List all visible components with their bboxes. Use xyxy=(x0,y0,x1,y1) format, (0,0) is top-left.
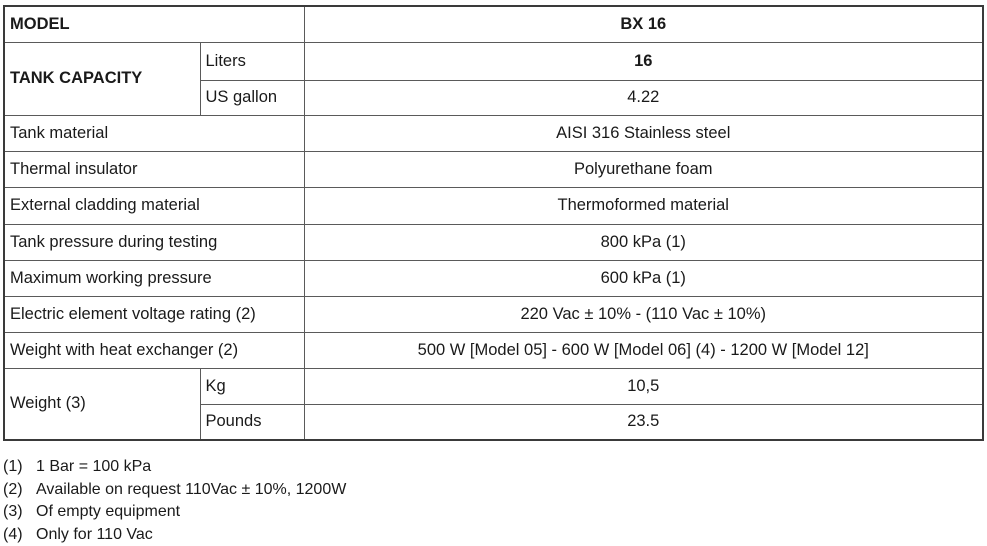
table-row xyxy=(4,187,983,224)
footnote xyxy=(3,524,346,546)
row-value: AISI 316 Stainless steel xyxy=(304,115,983,151)
footnote-text: Only for 110 Vac xyxy=(36,524,153,546)
row-value: 220 Vac ± 10% - (110 Vac ± 10%) xyxy=(304,296,983,332)
model-value: BX 16 xyxy=(304,6,983,42)
us-gallon-label: US gallon xyxy=(200,80,304,115)
footnote-text: Of empty equipment xyxy=(36,501,180,524)
pounds-value: 23.5 xyxy=(304,404,983,440)
row-value: 500 W [Model 05] - 600 W [Model 06] (4) - 1200 W [Model 12] xyxy=(304,332,983,368)
footnote xyxy=(3,501,346,524)
row-label: Thermal insulator xyxy=(4,151,304,187)
table-row xyxy=(4,151,983,187)
row-value: Polyurethane foam xyxy=(304,151,983,187)
row-label: External cladding material xyxy=(4,187,304,224)
weight-label: Weight (3) xyxy=(4,368,200,440)
row-label: Maximum working pressure xyxy=(4,260,304,296)
table-row xyxy=(4,368,983,404)
table-row xyxy=(4,224,983,260)
pounds-label: Pounds xyxy=(200,404,304,440)
footnote-number: (1) xyxy=(3,456,36,479)
row-value: Thermoformed material xyxy=(304,187,983,224)
footnote-text: Available on request 110Vac ± 10%, 1200W xyxy=(36,479,346,502)
specifications-table xyxy=(3,5,984,441)
row-label: Weight with heat exchanger (2) xyxy=(4,332,304,368)
table-row xyxy=(4,332,983,368)
table-row xyxy=(4,115,983,151)
footnote-number: (2) xyxy=(3,479,36,502)
model-label: MODEL xyxy=(4,6,304,42)
liters-label: Liters xyxy=(200,42,304,80)
us-gallon-value: 4.22 xyxy=(304,80,983,115)
row-label: Electric element voltage rating (2) xyxy=(4,296,304,332)
kg-label: Kg xyxy=(200,368,304,404)
footnote-text: 1 Bar = 100 kPa xyxy=(36,456,151,479)
footnote xyxy=(3,479,346,502)
table-row xyxy=(4,296,983,332)
table-row xyxy=(4,42,983,80)
liters-value: 16 xyxy=(304,42,983,80)
footnote-number: (3) xyxy=(3,501,36,524)
row-label: Tank pressure during testing xyxy=(4,224,304,260)
table-row xyxy=(4,260,983,296)
row-value: 600 kPa (1) xyxy=(304,260,983,296)
footnotes xyxy=(3,456,346,546)
table-row xyxy=(4,6,983,42)
row-value: 800 kPa (1) xyxy=(304,224,983,260)
footnote-number: (4) xyxy=(3,524,36,546)
footnote xyxy=(3,456,346,479)
tank-capacity-label: TANK CAPACITY xyxy=(4,42,200,115)
row-label: Tank material xyxy=(4,115,304,151)
kg-value: 10,5 xyxy=(304,368,983,404)
